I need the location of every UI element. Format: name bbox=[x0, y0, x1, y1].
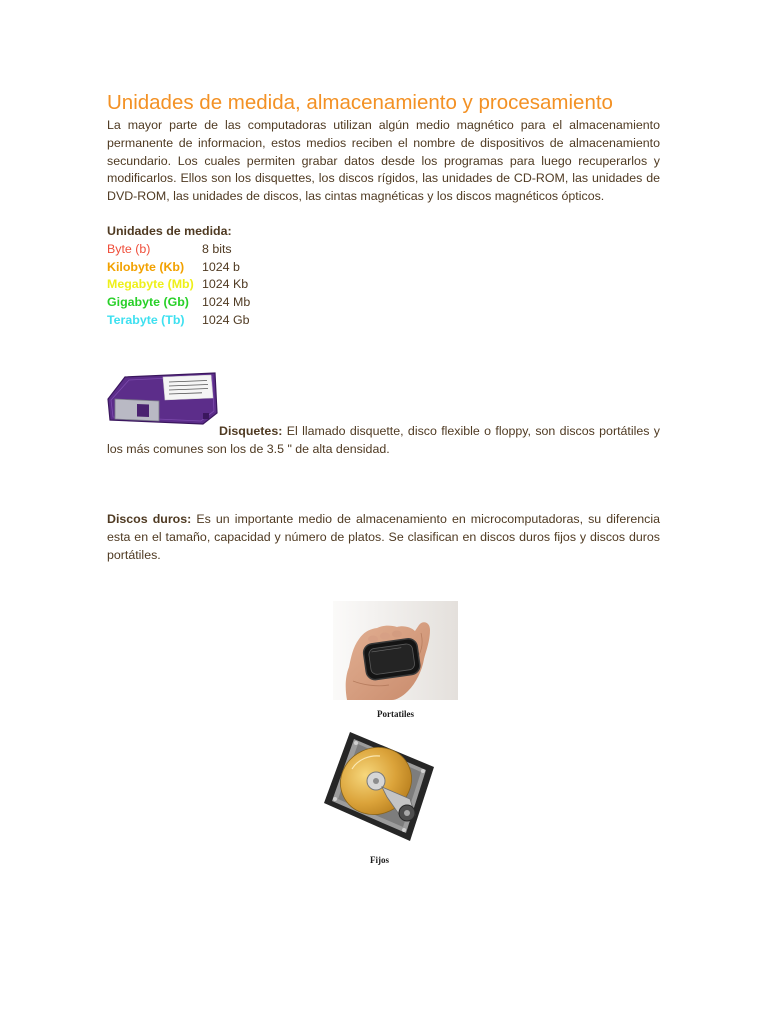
unit-name: Gigabyte (Gb) bbox=[107, 295, 189, 309]
fixed-drive-image bbox=[322, 729, 437, 844]
units-list bbox=[107, 223, 407, 330]
floppy-disk-image bbox=[107, 371, 219, 426]
portable-drive-device bbox=[362, 638, 420, 681]
page-title: Unidades de medida, almacenamiento y procesamiento bbox=[107, 91, 613, 114]
unit-name: Megabyte (Mb) bbox=[107, 277, 194, 292]
unit-row-megabyte bbox=[107, 276, 407, 294]
internal-hard-drive-icon bbox=[322, 729, 437, 844]
unit-value: 1024 Gb bbox=[202, 312, 250, 327]
intro-paragraph: La mayor parte de las computadoras utilizan algún medio magnético para el almacenamiento permanente de informacion, estos medios reciben el nombre de dispositivos de almacenamiento secundario. Los cuales permiten grabar datos desde los programas para luego recuperarlos y modificarlos. Ellos son los disquettes, los discos rígidos, las unidades de CD-ROM, las unidades de DVD-ROM, las unidades de discos, las cintas magnéticas y los discos magnéticos ópticos. bbox=[107, 118, 660, 203]
portable-hard-drive-icon bbox=[333, 601, 458, 700]
unit-row-terabyte bbox=[107, 312, 407, 330]
floppy-disk-icon bbox=[107, 371, 219, 426]
floppy-notch bbox=[203, 413, 209, 419]
floppy-description: El llamado disquette, disco flexible o floppy, son discos portátiles y los más comunes son los de 3.5 " de alta densidad. bbox=[107, 424, 660, 456]
fingertip bbox=[380, 633, 390, 640]
unit-value: 8 bits bbox=[202, 241, 232, 256]
figure-caption-portable: Portatiles bbox=[377, 709, 414, 719]
floppy-shutter bbox=[115, 399, 159, 421]
floppy-label bbox=[163, 375, 213, 400]
unit-name: Kilobyte (Kb) bbox=[107, 259, 185, 274]
unit-value: 1024 Kb bbox=[202, 277, 249, 292]
fingertip bbox=[368, 636, 378, 643]
unit-row-kilobyte bbox=[107, 259, 407, 277]
fingertip bbox=[392, 631, 402, 638]
floppy-paragraph bbox=[107, 423, 660, 459]
hard-drives-label: Discos duros: bbox=[107, 512, 192, 526]
hard-drives-paragraph bbox=[107, 511, 660, 564]
unit-row-gigabyte bbox=[107, 294, 407, 312]
unit-name: Byte (b) bbox=[107, 241, 151, 256]
units-heading: Unidades de medida: bbox=[107, 224, 232, 238]
unit-row-byte bbox=[107, 241, 407, 259]
figure-caption-fixed: Fijos bbox=[370, 855, 389, 865]
portable-drive-image bbox=[333, 601, 458, 700]
unit-name: Terabyte (Tb) bbox=[107, 312, 185, 327]
unit-value: 1024 Mb bbox=[202, 295, 251, 309]
floppy-label-text: Disquetes: bbox=[219, 424, 283, 438]
hard-drives-description: Es un importante medio de almacenamiento en microcomputadoras, su diferencia esta en el tamaño, capacidad y número de platos. Se clasifican en discos duros fijos y discos duros portátiles. bbox=[107, 512, 660, 562]
unit-value: 1024 b bbox=[202, 259, 240, 274]
